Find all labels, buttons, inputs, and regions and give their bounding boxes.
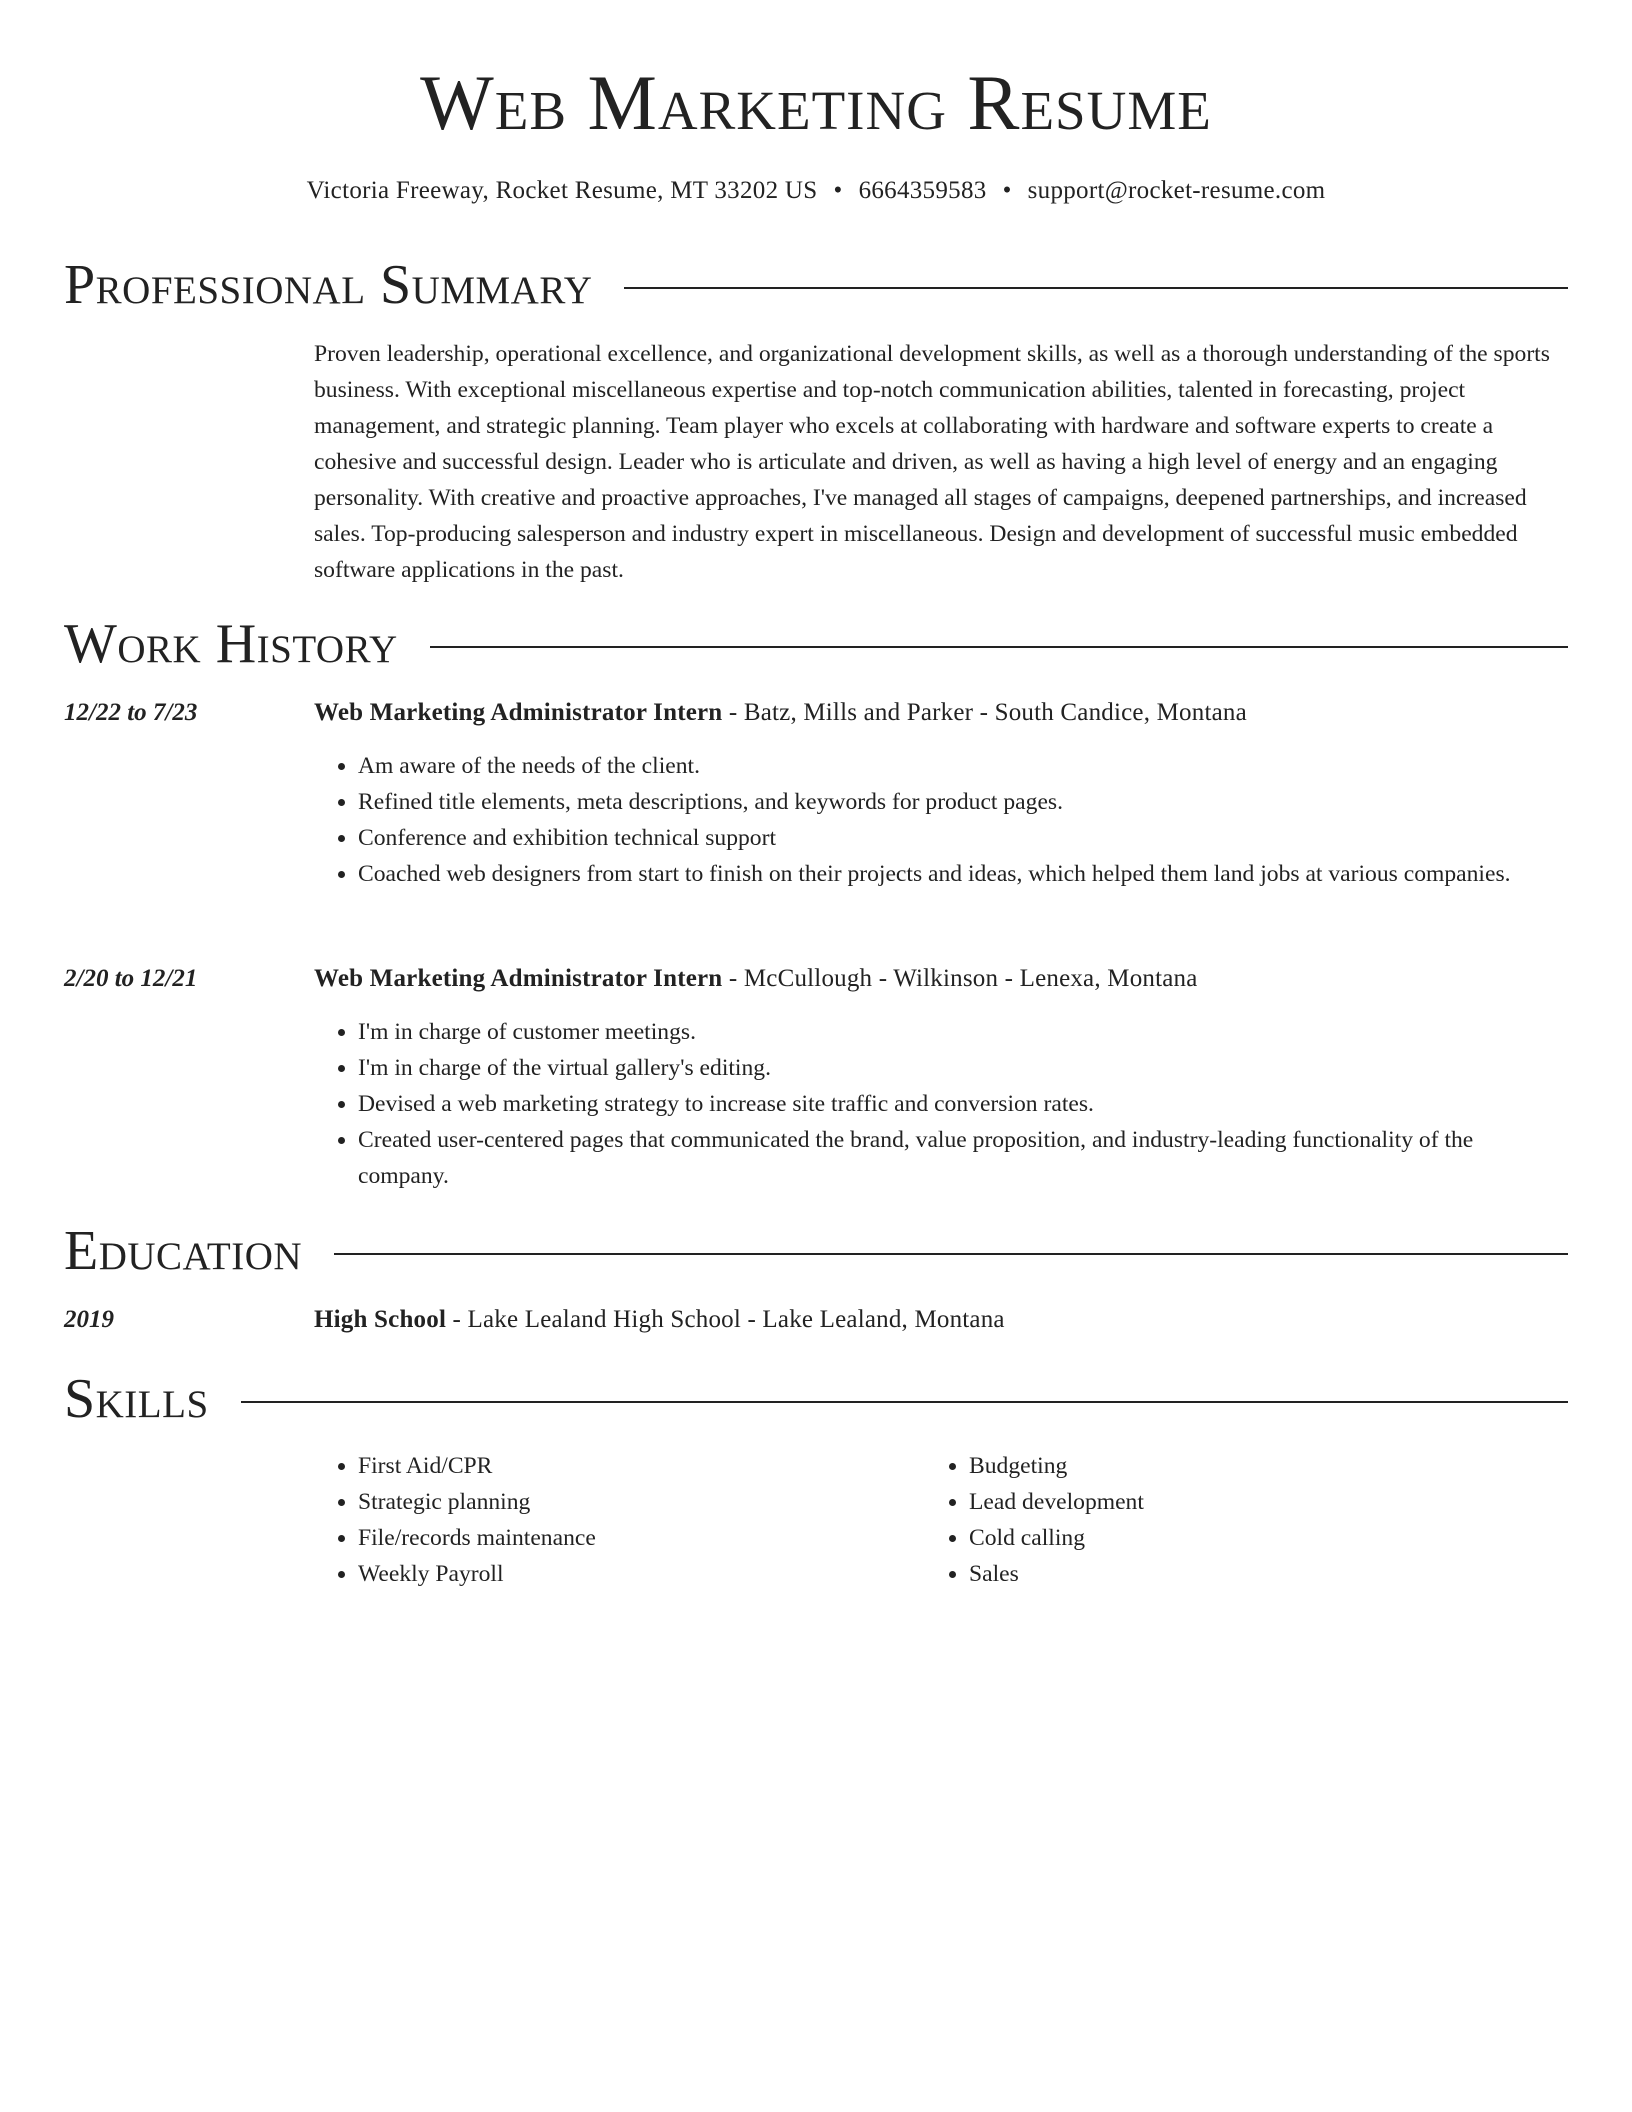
section-title-skills: Skills	[64, 1368, 209, 1430]
education-heading	[314, 1302, 1574, 1338]
list-item: • Conference and exhibition technical support	[358, 820, 1566, 856]
section-divider	[430, 646, 1568, 648]
section-divider	[624, 287, 1568, 289]
list-item: • Am aware of the needs of the client.	[358, 748, 1566, 784]
contact-separator: •	[1002, 177, 1012, 204]
list-item: • Refined title elements, meta descriptions, and keywords for product pages.	[358, 784, 1566, 820]
list-item: • I'm in charge of the virtual gallery's editing.	[358, 1050, 1566, 1086]
list-item: • Created user-centered pages that communicated the brand, value proposition, and industry-leading functionality of the company.	[358, 1122, 1566, 1194]
summary-text: Proven leadership, operational excellence, and organizational development skills, as well as a thorough understanding of the sports business. With exceptional miscellaneous expertise and top-notch communication abilities, talented in forecasting, project management, and strategic planning. Team player who excels at collaborating with hardware and software experts to create a cohesive and successful design. Leader who is articulate and driven, as well as having a high level of energy and an engaging personality. With creative and proactive approaches, I've managed all stages of campaigns, deepened partnerships, and increased sales. Top-producing salesperson and industry expert in miscellaneous. Design and development of successful music embedded software applications in the past.	[314, 341, 1550, 583]
skill-item: • Budgeting	[969, 1448, 1569, 1484]
section-title-summary: Professional Summary	[64, 254, 593, 316]
list-item: • I'm in charge of customer meetings.	[358, 1014, 1566, 1050]
contact-separator: •	[833, 177, 843, 204]
list-item: • Devised a web marketing strategy to increase site traffic and conversion rates.	[358, 1086, 1566, 1122]
section-header-skills	[64, 1364, 1568, 1434]
job-heading	[314, 961, 1574, 997]
skill-item: • Strategic planning	[358, 1484, 958, 1520]
contact-line	[0, 174, 1632, 208]
section-divider	[334, 1253, 1568, 1255]
section-title-work: Work History	[64, 613, 398, 675]
skill-item: • Weekly Payroll	[358, 1556, 958, 1592]
contact-phone: 6664359583	[858, 177, 987, 204]
education-details: - Lake Lealand High School - Lake Lealand, Montana	[446, 1306, 1005, 1333]
job-title: Web Marketing Administrator Intern	[314, 699, 723, 726]
education-year: 2019	[64, 1306, 114, 1333]
section-title-education: Education	[64, 1220, 303, 1282]
job-details: - Batz, Mills and Parker - South Candice, Montana	[722, 699, 1247, 726]
resume-title: Web Marketing Resume	[420, 59, 1212, 146]
section-divider	[241, 1401, 1568, 1403]
contact-address: Victoria Freeway, Rocket Resume, MT 33202 US	[306, 177, 818, 204]
job-bullets	[314, 1014, 1566, 1194]
skills-list-left	[314, 1448, 958, 1592]
contact-email: support@rocket-resume.com	[1027, 177, 1326, 204]
section-header-summary	[64, 250, 1568, 320]
job-details: - McCullough - Wilkinson - Lenexa, Montana	[722, 965, 1198, 992]
skills-list-right	[925, 1448, 1569, 1592]
skill-item: • File/records maintenance	[358, 1520, 958, 1556]
job-bullets	[314, 748, 1566, 892]
section-header-education	[64, 1216, 1568, 1286]
skill-item: • Cold calling	[969, 1520, 1569, 1556]
job-dates: 2/20 to 12/21	[64, 965, 198, 992]
skill-item: • First Aid/CPR	[358, 1448, 958, 1484]
skill-item: • Lead development	[969, 1484, 1569, 1520]
education-degree: High School	[314, 1306, 447, 1333]
list-item: • Coached web designers from start to finish on their projects and ideas, which helped them land jobs at various companies.	[358, 856, 1566, 892]
skill-item: • Sales	[969, 1556, 1569, 1592]
job-heading	[314, 695, 1574, 731]
section-header-work	[64, 609, 1568, 679]
job-title: Web Marketing Administrator Intern	[314, 965, 723, 992]
job-dates: 12/22 to 7/23	[64, 699, 198, 726]
